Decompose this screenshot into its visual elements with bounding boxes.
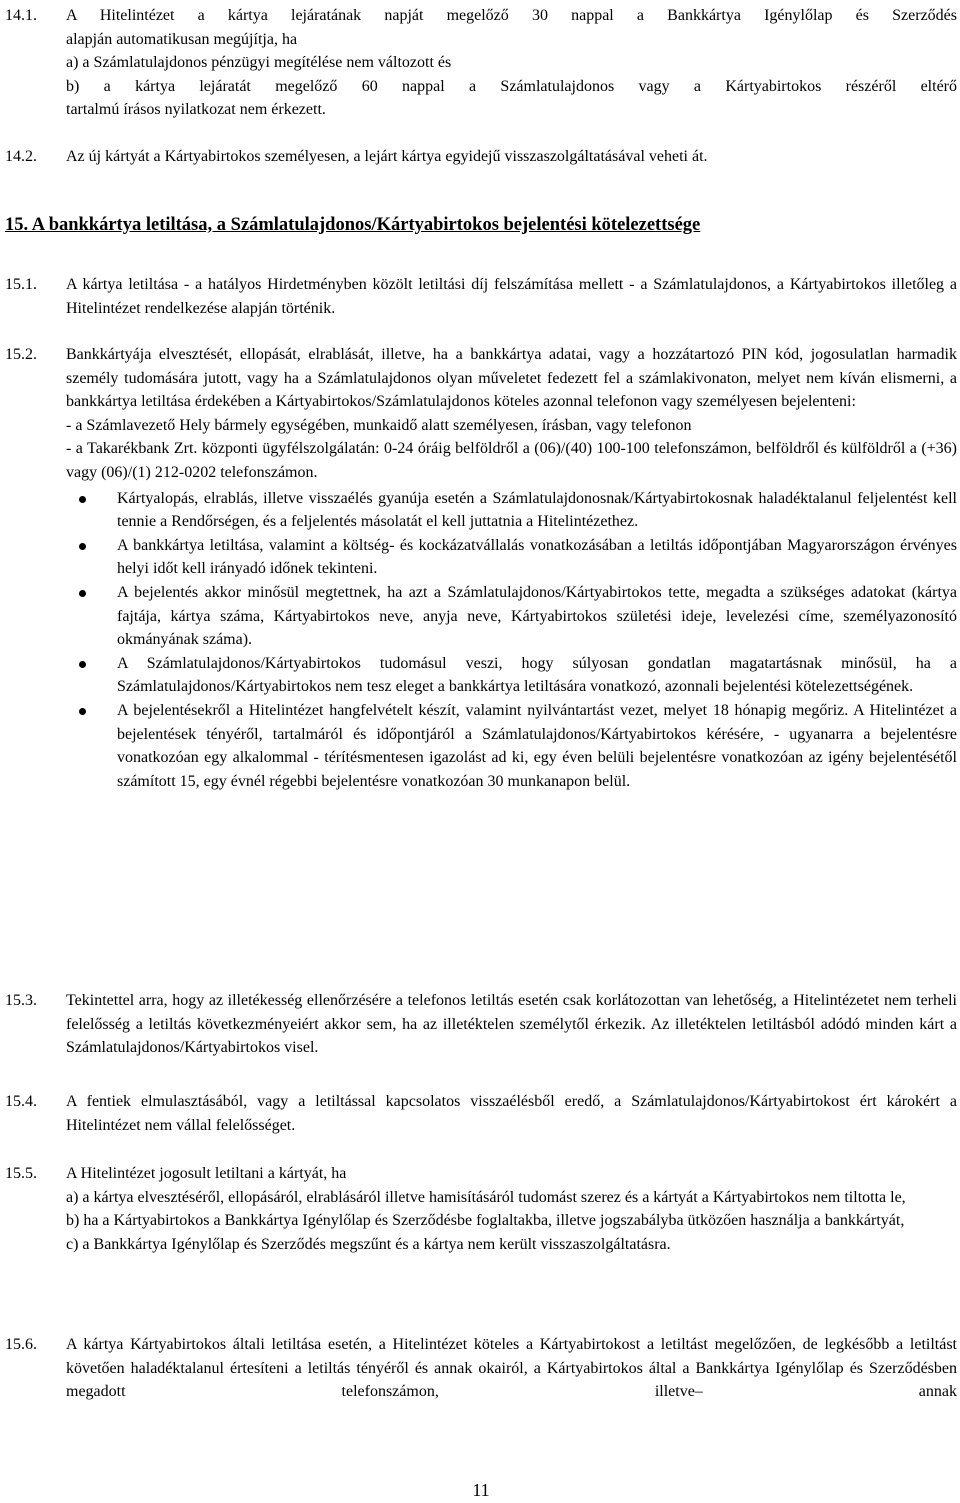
section-number: 14.2. (5, 148, 37, 165)
bullet-icon (79, 496, 86, 503)
section-number: 15.1. (5, 276, 37, 293)
section-body (66, 343, 957, 793)
section-body: A kártya letiltása - a hatályos Hirdetményben közölt letiltási díj felszámítása mellett - a Számlatulajdonos, a Kártyabirtokos illetőleg a Hitelintézet rendelkezése alapján történik. (66, 276, 957, 317)
paragraph-line: a) a Számlatulajdonos pénzügyi megítélése nem változott és (66, 54, 452, 72)
bullet-text: A bankkártya letiltása, valamint a költség- és kockázatvállalás vonatkozásában a letiltás időpontjában Magyarországon érvényes helyi időt kell irányadó időnek tekinteni. (117, 536, 957, 578)
bullet-item (66, 699, 957, 793)
section-15-2 (5, 343, 957, 793)
section-14-1 (5, 4, 957, 122)
bullet-text: Kártyalopás, elrablás, illetve visszaélés gyanúja esetén a Számlatulajdonosnak/Kártyabirtokosnak haladéktalanul feljelentést kell tennie a Rendőrségen, és a feljelentés másolatát el kell juttatnia a Hitelintézethez. (117, 489, 957, 531)
paragraph-line: A Hitelintézet a kártya lejáratának napját megelőző 30 nappal a Bankkártya Igénylőlap és Szerződés (66, 7, 957, 24)
condition-item: b) ha a Kártyabirtokos a Bankkártya Igénylőlap és Szerződésbe foglaltakba, illetve jogszabályba ütközően használja a bankkártyát, (66, 1212, 905, 1230)
bullet-icon (79, 543, 86, 550)
section-body (66, 1333, 957, 1404)
section-15-heading: 15. A bankkártya letiltása, a Számlatulajdonos/Kártyabirtokos bejelentési kötelezettsége (5, 215, 701, 235)
section-number: 15.3. (5, 992, 37, 1009)
bullet-list (66, 487, 957, 794)
paragraph-line: b) a kártya lejáratát megelőző 60 nappal a Számlatulajdonos vagy a Kártyabirtokos részéről eltérő (66, 77, 957, 95)
condition-item: a) a kártya elvesztéséről, ellopásáról, elrablásáról illetve hamisításáról tudomást szerez és a kártyát a Kártyabirtokos nem tiltotta le, (66, 1188, 906, 1206)
bullet-item (66, 581, 957, 652)
section-number: 14.1. (5, 7, 37, 24)
section-body: A fentiek elmulasztásából, vagy a letiltással kapcsolatos visszaélésből eredő, a Számlatulajdonos/Kártyabirtokost ért károkért a Hitelintézet nem vállal felelősséget. (66, 1093, 957, 1134)
report-channel-helpdesk: - a Takarékbank Zrt. központi ügyfélszolgálatán: 0-24 óráig belföldről a (06)/(40) 100-100 telefonszámon, belföldről és külföldről a (+36) vagy (06)/(1) 212-0202 telefonszámon. (66, 440, 957, 481)
paragraph-line: tartalmú írásos nyilatkozat nem érkezett. (66, 101, 326, 119)
section-number: 15.2. (5, 346, 37, 363)
section-intro: Bankkártyája elvesztését, ellopását, elrablását, illetve, ha a bankkártya adatai, vagy a hozzátartozó PIN kód, jogosulatlan harmadik személy tudomására jutott, vagy ha a Számlatulajdonos olyan műveletet fedezett fel a számlakivonaton, melyet nem kíván elismerni, a bankkártya letiltása érdekében a Kártyabirtokos/Számlatulajdonos köteles azonnal telefonon vagy személyesen bejelenteni: (66, 346, 957, 411)
page-number: 11 (472, 1480, 490, 1500)
paragraph-line: alapján automatikusan megújítja, ha (66, 30, 298, 48)
bullet-item (66, 534, 957, 581)
bullet-icon (79, 661, 86, 668)
bullet-item (66, 652, 957, 699)
section-text: A kártya Kártyabirtokos általi letiltása esetén, a Hitelintézet köteles a Kártyabirtokost a letiltást megelőzően, de legkésőbb a letiltást követően haladéktalanul értesíteni a letiltás tényéről és annak okairól, a Kártyabirtokos által a Bankkártya Igénylőlap és Szerződésben megadott telefonszámon, illetve– annak (66, 1336, 957, 1401)
report-channel-branch: - a Számlavezető Hely bármely egységében, munkaidő alatt személyesen, írásban, vagy telefonon (66, 416, 692, 434)
section-15-1 (5, 273, 957, 320)
section-14-2 (5, 145, 957, 169)
bullet-text: A Számlatulajdonos/Kártyabirtokos tudomásul veszi, hogy súlyosan gondatlan magatartásnak minősül, ha a Számlatulajdonos/Kártyabirtokos nem tesz eleget a bankkártya letiltására vonatkozó, azonnali bejelentési kötelezettségének. (117, 654, 957, 696)
section-number: 15.6. (5, 1336, 37, 1353)
section-15-3 (5, 989, 957, 1060)
section-15-4 (5, 1090, 957, 1137)
section-15-5 (5, 1162, 957, 1256)
section-body (66, 1162, 957, 1256)
section-number: 15.4. (5, 1093, 37, 1110)
bullet-text: A bejelentés akkor minősül megtettnek, ha azt a Számlatulajdonos/Kártyabirtokos tette, megadta a szükséges adatokat (kártya fajtája, kártya száma, Kártyabirtokos neve, anyja neve, Kártyabirtokos születési ideje, levelezési címe, személyazonosító okmányának száma). (117, 583, 957, 649)
condition-item: c) a Bankkártya Igénylőlap és Szerződés megszűnt és a kártya nem került visszaszolgáltatásra. (66, 1235, 671, 1253)
bullet-text: A bejelentésekről a Hitelintézet hangfelvételt készít, valamint nyilvántartást vezet, melyet 18 hónapig megőriz. A Hitelintézet a bejelentések tényéről, tartalmáról és időpontjáról a Számlatulajdonos/Kártyabirtokos kérésére, - ugyanarra a bejelentésre vonatkozóan egy alkalommal - térítésmentesen igazolást ad ki, egy éven belüli bejelentésre vonatkozóan az igény bejelentésétől számított 15, egy évnél régebbi bejelentésre vonatkozóan 30 munkanapon belül. (117, 701, 957, 790)
section-body: Az új kártyát a Kártyabirtokos személyesen, a lejárt kártya egyidejű visszaszolgáltatásával veheti át. (66, 148, 708, 165)
bullet-icon (79, 590, 86, 597)
bullet-icon (79, 708, 86, 715)
bullet-item (66, 487, 957, 534)
section-body: Tekintettel arra, hogy az illetékesség ellenőrzésére a telefonos letiltás esetén csak korlátozottan van lehetőség, a Hitelintézetet nem terheli felelősség a letiltás következményeiért akkor sem, ha az illetéktelen személytől érkezik. Az illetéktelen letiltásból adódó minden kárt a Számlatulajdonos/Kártyabirtokos visel. (66, 992, 957, 1057)
section-number: 15.5. (5, 1165, 37, 1182)
section-body (66, 4, 957, 122)
section-intro: A Hitelintézet jogosult letiltani a kártyát, ha (66, 1165, 347, 1182)
section-15-6 (5, 1333, 957, 1404)
